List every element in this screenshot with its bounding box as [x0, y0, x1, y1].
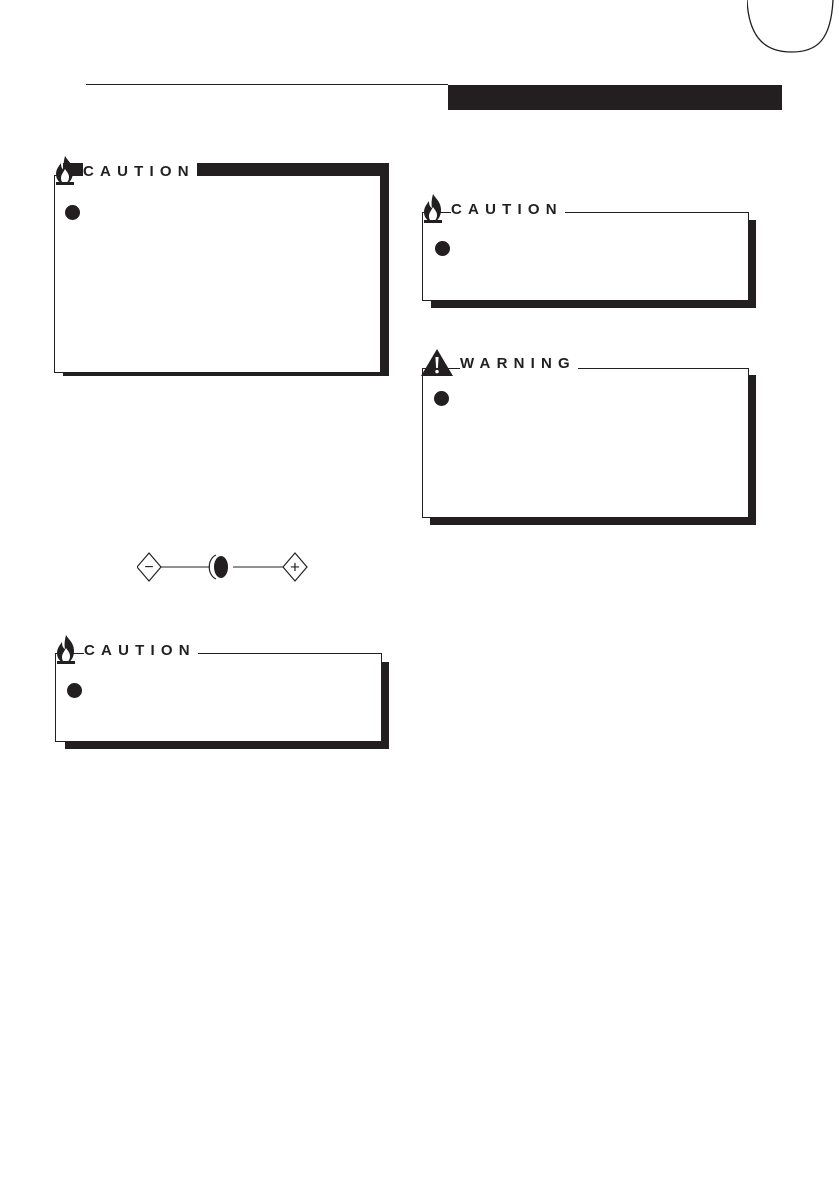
- bullet-icon: [65, 205, 80, 220]
- crop-mark: [0, 0, 130, 90]
- header-rule: [86, 84, 448, 85]
- caution-box-panel: [54, 175, 381, 373]
- caution-box: [422, 193, 756, 308]
- caution-heading: CAUTION: [451, 201, 563, 218]
- flame-icon: [54, 155, 76, 185]
- bullet-icon: [435, 241, 450, 256]
- caution-box: [55, 634, 389, 749]
- caution-box-panel: [55, 653, 382, 742]
- header-band: [448, 85, 782, 110]
- negative-sign: −: [144, 559, 154, 576]
- caution-box: [54, 155, 389, 380]
- flame-icon: [422, 193, 444, 223]
- warning-heading: WARNING: [460, 355, 576, 372]
- minus-diamond-icon: [137, 553, 161, 581]
- positive-sign: +: [290, 557, 300, 577]
- flame-icon: [55, 634, 77, 664]
- polarity-symbol: [137, 551, 309, 585]
- exclamation-triangle-icon: [420, 348, 454, 377]
- bullet-icon: [434, 391, 449, 406]
- bullet-icon: [67, 683, 82, 698]
- warning-box-panel: [422, 368, 749, 518]
- caution-heading: CAUTION: [84, 642, 196, 659]
- barrel-plug-icon: [209, 555, 228, 579]
- caution-box-panel: [422, 212, 749, 301]
- warning-box: [420, 348, 756, 525]
- caution-heading: CAUTION: [83, 163, 195, 180]
- crop-mark-right: [747, 0, 839, 60]
- plus-diamond-icon: [283, 553, 307, 581]
